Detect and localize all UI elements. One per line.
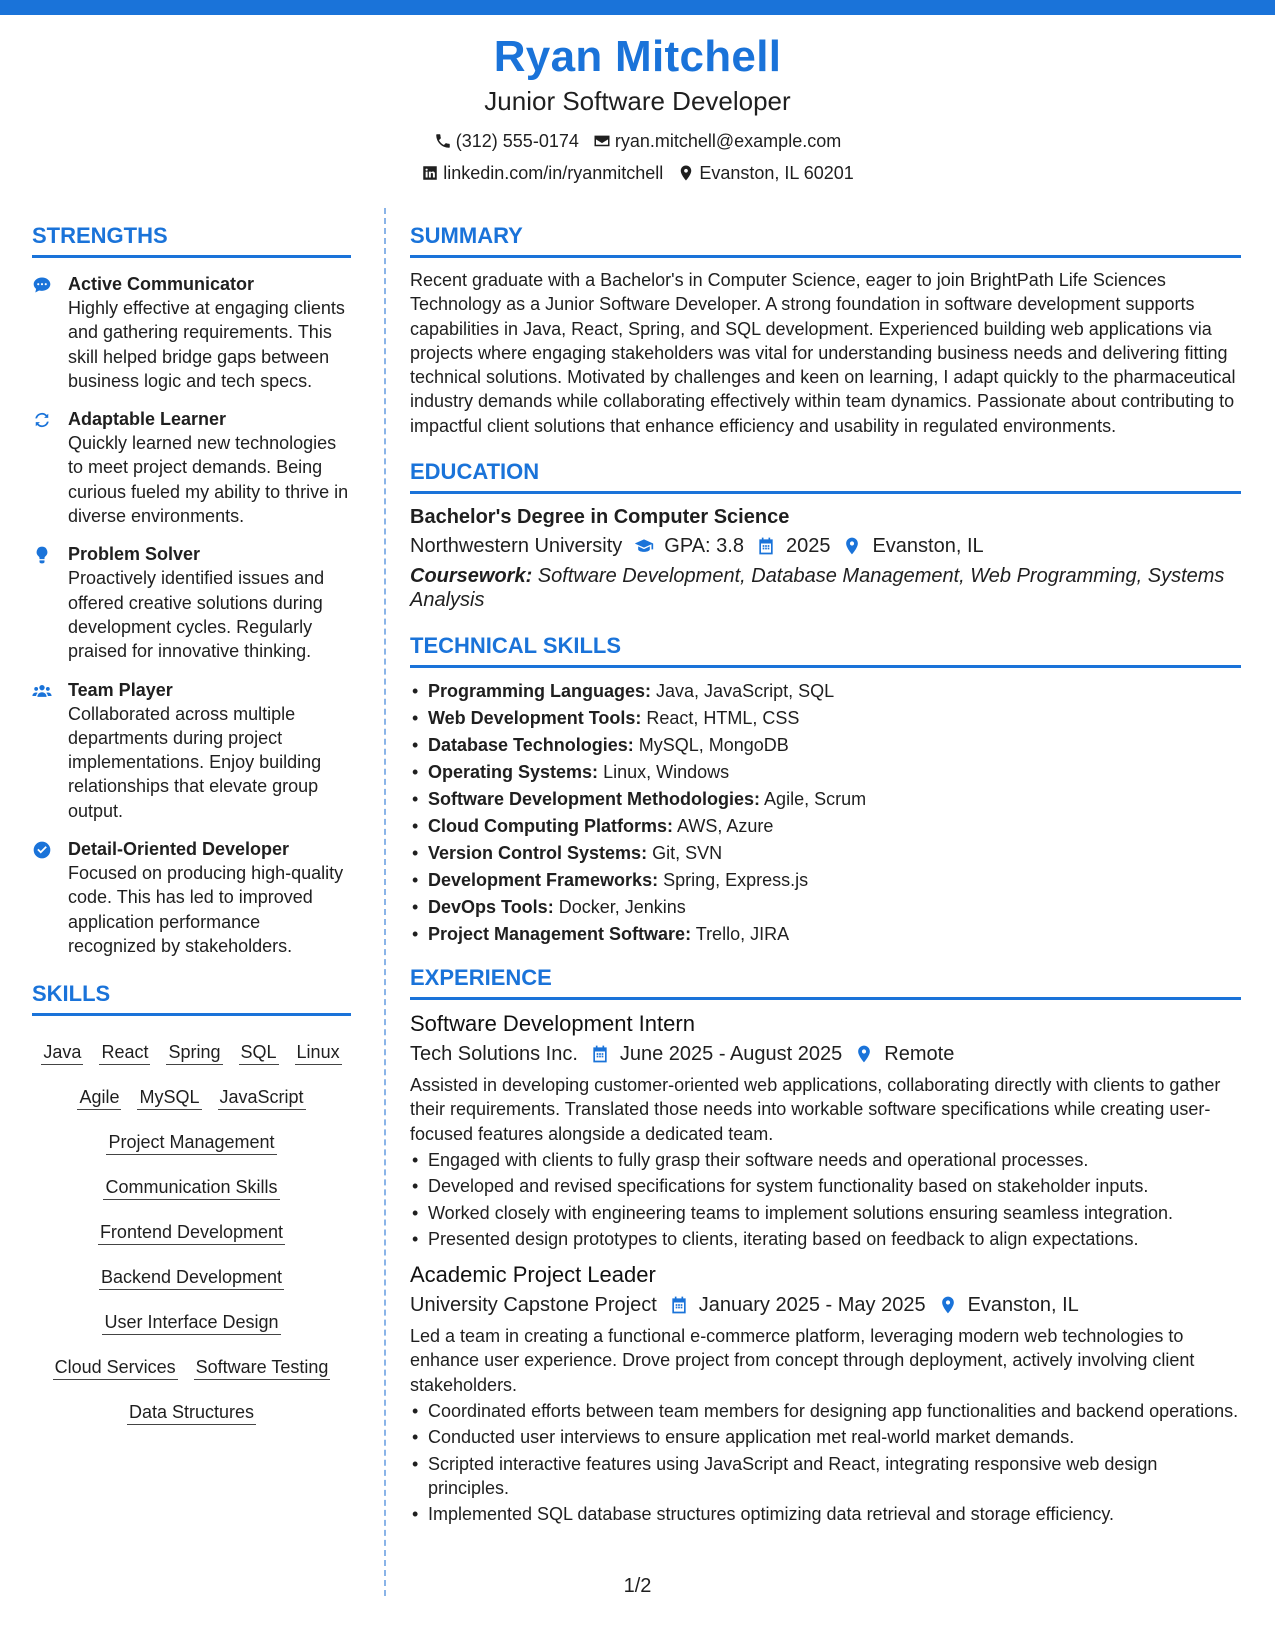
skill-tag: Backend Development — [99, 1265, 284, 1290]
strength-title: Problem Solver — [68, 544, 201, 565]
education-section — [410, 458, 1241, 612]
lightbulb-icon — [32, 545, 52, 565]
strength-item — [32, 837, 351, 958]
job-description: Led a team in creating a functional e-commerce platform, leveraging modern web technologies to enhance user experience. Drove project from concept through deployment, actively involving client stakeholders. — [410, 1326, 1195, 1395]
skill-tag: Data Structures — [127, 1400, 256, 1425]
skill-tag: Agile — [77, 1085, 121, 1110]
strengths-heading: STRENGTHS — [32, 222, 351, 258]
gpa-text: GPA: 3.8 — [664, 535, 744, 558]
list-item: • Engaged with clients to fully grasp their software needs and operational processes. — [410, 1148, 1241, 1172]
map-pin-icon — [677, 164, 695, 182]
right-column — [410, 222, 1241, 1527]
job-title: Software Development Intern — [410, 1011, 695, 1037]
location-contact — [677, 162, 853, 184]
strength-title: Detail-Oriented Developer — [68, 839, 290, 860]
map-pin-icon — [842, 536, 862, 556]
job-dates: June 2025 - August 2025 — [619, 1043, 843, 1066]
list-item: • Web Development Tools: React, HTML, CSS — [410, 705, 1241, 732]
email-text[interactable]: ryan.mitchell@example.com — [614, 131, 842, 151]
phone-contact — [434, 130, 579, 152]
skill-tag: Cloud Services — [53, 1355, 178, 1380]
skill-tag: Software Testing — [194, 1355, 331, 1380]
page-number: 1/2 — [623, 1575, 652, 1597]
skill-tag: Frontend Development — [98, 1220, 285, 1245]
list-item: • Project Management Software: Trello, JIRA — [410, 921, 1241, 948]
strength-title: Active Communicator — [68, 274, 255, 294]
skill-tags — [32, 1030, 351, 1435]
list-item: • Version Control Systems: Git, SVN — [410, 840, 1241, 867]
skills-heading: SKILLS — [32, 980, 351, 1016]
list-item: • Worked closely with engineering teams to implement solutions ensuring seamless integration. — [410, 1201, 1241, 1225]
job-meta — [410, 1290, 1241, 1320]
calendar-icon — [669, 1295, 689, 1315]
refresh-icon — [32, 410, 52, 430]
job-org: Tech Solutions Inc. — [410, 1043, 578, 1066]
strength-item — [32, 407, 351, 528]
skill-tag: Spring — [166, 1040, 222, 1065]
coursework — [410, 564, 1241, 612]
skill-tag: Communication Skills — [103, 1175, 279, 1200]
strength-item — [32, 272, 351, 393]
list-item: • Software Development Methodologies: Agile, Scrum — [410, 786, 1241, 813]
phone-text: (312) 555-0174 — [455, 131, 579, 151]
list-item: • Database Technologies: MySQL, MongoDB — [410, 732, 1241, 759]
strength-item — [32, 678, 351, 823]
skill-tag: JavaScript — [218, 1085, 306, 1110]
email-contact[interactable] — [593, 130, 841, 152]
coursework-label: Coursework: — [410, 565, 533, 588]
degree-title: Bachelor's Degree in Computer Science — [410, 506, 790, 529]
school-location: Evanston, IL — [872, 535, 984, 558]
technical-skills-heading: TECHNICAL SKILLS — [410, 632, 1241, 668]
map-pin-icon — [938, 1295, 958, 1315]
skill-tag: MySQL — [137, 1085, 201, 1110]
experience-heading: EXPERIENCE — [410, 964, 1241, 1000]
skill-tag: React — [99, 1040, 150, 1065]
graduation-cap-icon — [634, 536, 654, 556]
strength-title: Team Player — [68, 679, 173, 700]
strength-item — [32, 542, 351, 663]
check-circle-icon — [32, 840, 52, 860]
job-title: Academic Project Leader — [410, 1262, 656, 1288]
technical-skills-section — [410, 632, 1241, 948]
job-location: Evanston, IL — [967, 1294, 1079, 1317]
job-description: Assisted in developing customer-oriented web applications, collaborating directly with clients to gather their requirements. Translated those needs into workable software specifications while creating user-focused features alongside a dedicated team. — [410, 1075, 1221, 1144]
strength-desc: Focused on producing high-quality code. This has led to improved application performance recognized by stakeholders. — [68, 863, 344, 956]
list-item: • Scripted interactive features using JavaScript and React, integrating responsive web design principles. — [410, 1452, 1241, 1501]
candidate-title: Junior Software Developer — [484, 86, 791, 116]
envelope-icon — [593, 132, 611, 150]
list-item: • Coordinated efforts between team members for designing app functionalities and backend operations. — [410, 1399, 1241, 1423]
list-item: • Conducted user interviews to ensure application met real-world market demands. — [410, 1425, 1241, 1449]
coursework-list: Software Development, Database Management, Web Programming, Systems Analysis — [410, 565, 1225, 612]
location-text: Evanston, IL 60201 — [699, 163, 854, 183]
graduation-year: 2025 — [785, 535, 831, 558]
phone-icon — [434, 132, 452, 150]
list-item: • Programming Languages: Java, JavaScript, SQL — [410, 678, 1241, 705]
job-location: Remote — [884, 1043, 955, 1066]
job-entry — [410, 1261, 1241, 1526]
strength-desc: Highly effective at engaging clients and gathering requirements. This skill helped bridge gaps between business logic and tech specs. — [68, 298, 345, 391]
job-bullets — [410, 1148, 1241, 1251]
job-entry — [410, 1010, 1241, 1251]
strength-desc: Proactively identified issues and offered creative solutions during development cycles. Regularly praised for innovative thinking. — [68, 568, 325, 662]
job-bullets — [410, 1399, 1241, 1526]
list-item: • Operating Systems: Linux, Windows — [410, 759, 1241, 786]
technical-skills-list — [410, 678, 1241, 948]
strength-title: Adaptable Learner — [68, 409, 227, 430]
list-item: • Developed and revised specifications for system functionality based on stakeholder inputs. — [410, 1174, 1241, 1198]
contact-row-2 — [0, 162, 1275, 184]
summary-heading: SUMMARY — [410, 222, 1241, 258]
list-item: • Implemented SQL database structures optimizing data retrieval and storage efficiency. — [410, 1502, 1241, 1526]
calendar-icon — [756, 536, 776, 556]
summary-text: Recent graduate with a Bachelor's in Computer Science, eager to join BrightPath Life Sciences Technology as a Junior Software Developer. A strong foundation in software development supports capabilities in Java, React, Spring, and SQL development. Experienced building web applications via projects where engaging stakeholders was vital for understanding business needs and delivering fitting technical solutions. Motivated by challenges and keen on learning, I adapt quickly to the pharmaceutical industry demands while collaborating effectively within team dynamics. Passionate about contributing to impactful client solutions that enhance efficiency and usability in regulated environments. — [410, 270, 1236, 436]
column-divider — [384, 208, 386, 1596]
list-item: • Development Frameworks: Spring, Express.js — [410, 867, 1241, 894]
contact-row-1 — [0, 130, 1275, 152]
chat-icon — [32, 275, 52, 295]
job-meta — [410, 1039, 1241, 1069]
skill-tag: Project Management — [106, 1130, 276, 1155]
top-accent-bar — [0, 0, 1275, 15]
skill-tag: User Interface Design — [102, 1310, 280, 1335]
resume-header — [0, 28, 1275, 184]
list-item: • Cloud Computing Platforms: AWS, Azure — [410, 813, 1241, 840]
left-column — [32, 222, 351, 1435]
education-heading: EDUCATION — [410, 458, 1241, 494]
skill-tag: Linux — [295, 1040, 342, 1065]
linkedin-text[interactable]: linkedin.com/in/ryanmitchell — [443, 163, 664, 183]
candidate-name: Ryan Mitchell — [493, 32, 782, 81]
map-pin-icon — [854, 1044, 874, 1064]
linkedin-contact[interactable] — [421, 162, 663, 184]
skill-tag: Java — [41, 1040, 83, 1065]
linkedin-icon — [421, 164, 439, 182]
job-dates: January 2025 - May 2025 — [698, 1294, 926, 1317]
list-item: • DevOps Tools: Docker, Jenkins — [410, 894, 1241, 921]
strength-desc: Quickly learned new technologies to meet project demands. Being curious fueled my ability to thrive in diverse environments. — [68, 433, 349, 527]
experience-section — [410, 964, 1241, 1526]
job-org: University Capstone Project — [410, 1294, 657, 1317]
school-name: Northwestern University — [410, 535, 623, 558]
calendar-icon — [590, 1044, 610, 1064]
skill-tag: SQL — [239, 1040, 279, 1065]
education-meta — [410, 531, 1241, 561]
users-icon — [32, 681, 52, 701]
strength-desc: Collaborated across multiple departments during project implementations. Enjoy building relationships that elevate group output. — [68, 703, 322, 821]
list-item: • Presented design prototypes to clients, iterating based on feedback to align expectations. — [410, 1227, 1241, 1251]
skills-section — [32, 980, 351, 1435]
